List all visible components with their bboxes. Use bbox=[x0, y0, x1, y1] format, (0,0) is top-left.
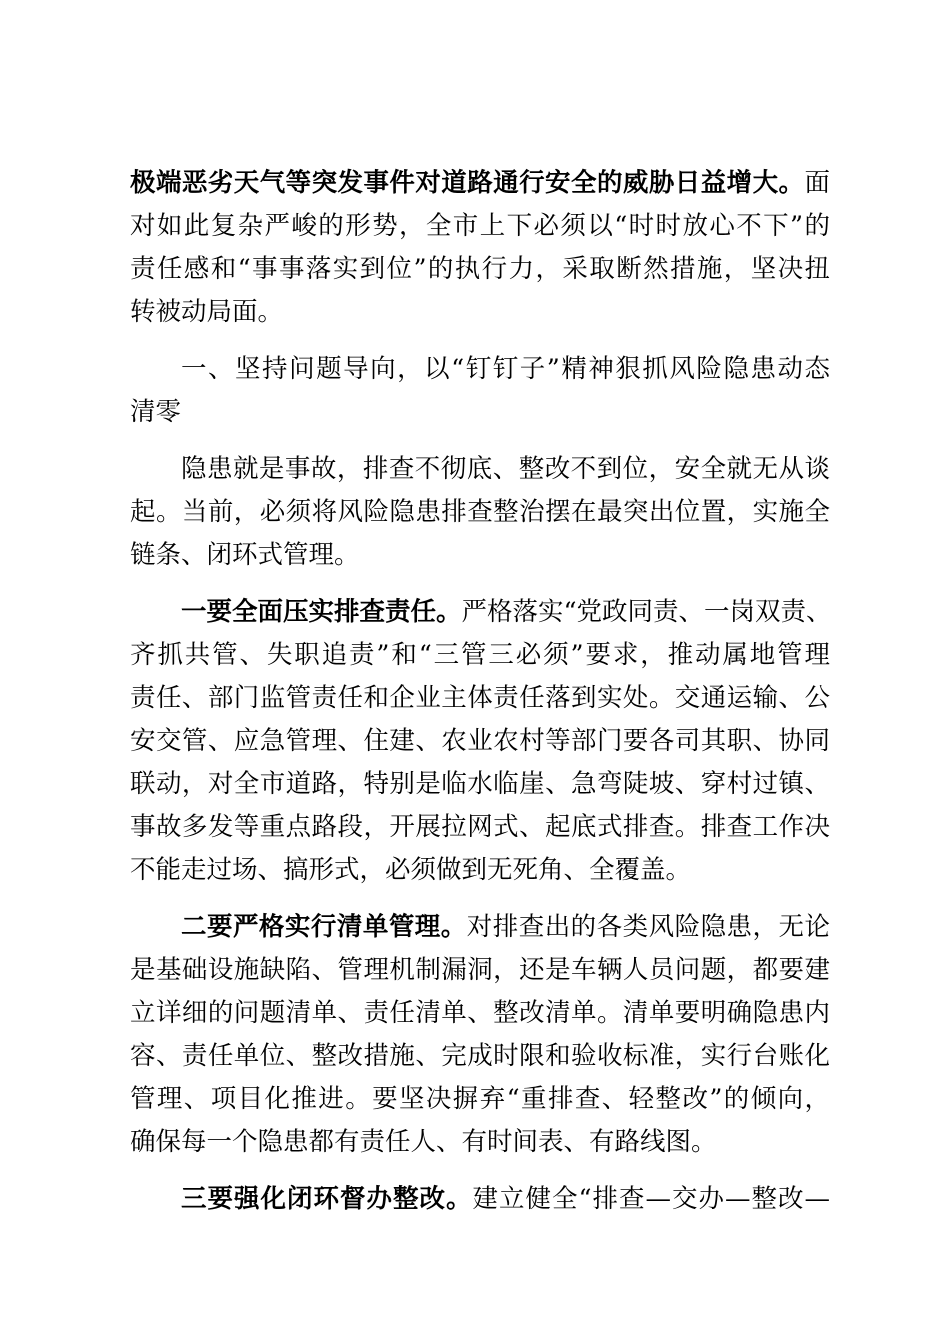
paragraph-line: 是基础设施缺陷、管理机制漏洞，还是车辆人员问题，都要建 bbox=[130, 955, 830, 985]
spacer bbox=[130, 892, 830, 906]
paragraph-line: 起。当前，必须将风险隐患排查整治摆在最突出位置，实施全 bbox=[130, 497, 830, 527]
paragraph-line bbox=[130, 1178, 830, 1221]
text-run: 建立健全“排查—交办—整改— bbox=[472, 1184, 830, 1214]
paragraph-line: 责任感和“事事落实到位”的执行力，采取断然措施，坚决扭 bbox=[130, 254, 830, 284]
spacer bbox=[130, 434, 830, 448]
paragraph-line bbox=[130, 591, 830, 634]
spacer bbox=[130, 1164, 830, 1178]
paragraph-line: 安交管、应急管理、住建、农业农村等部门要各司其职、协同 bbox=[130, 726, 830, 756]
spacer bbox=[130, 577, 830, 591]
paragraph-line: 链条、闭环式管理。 bbox=[130, 540, 360, 570]
bold-lead: 二要严格实行清单管理。 bbox=[181, 912, 467, 942]
bold-lead: 一要全面压实排查责任。 bbox=[181, 597, 462, 627]
paragraph-line: 不能走过场、搞形式，必须做到无死角、全覆盖。 bbox=[130, 855, 692, 885]
section-heading-line: 一、坚持问题导向，以“钉钉子”精神狠抓风险隐患动态 bbox=[181, 354, 830, 384]
text-run: 严格落实“党政同责、一岗双责、 bbox=[461, 597, 832, 627]
section-heading-line: 清零 bbox=[130, 397, 182, 427]
text-run: 面 bbox=[804, 168, 830, 198]
paragraph-line: 隐患就是事故，排查不彻底、整改不到位，安全就无从谈 bbox=[181, 454, 830, 484]
paragraph-line: 立详细的问题清单、责任清单、整改清单。清单要明确隐患内 bbox=[130, 998, 830, 1028]
paragraph-line: 事故多发等重点路段，开展拉网式、起底式排查。排查工作决 bbox=[130, 812, 830, 842]
paragraph-line bbox=[130, 906, 830, 949]
spacer bbox=[130, 334, 830, 348]
paragraph-line: 齐抓共管、失职追责”和“三管三必须”要求，推动属地管理 bbox=[130, 640, 830, 670]
paragraph-line: 转被动局面。 bbox=[130, 297, 284, 327]
paragraph-line: 确保每一个隐患都有责任人、有时间表、有路线图。 bbox=[130, 1127, 717, 1157]
paragraph-line: 管理、项目化推进。要坚决摒弃“重排查、轻整改”的倾向， bbox=[130, 1084, 830, 1114]
paragraph-line: 对如此复杂严峻的形势，全市上下必须以“时时放心不下”的 bbox=[130, 211, 830, 241]
paragraph-line bbox=[130, 162, 830, 205]
document-page bbox=[130, 162, 830, 1221]
bold-lead: 极端恶劣天气等突发事件对道路通行安全的威胁日益增大。 bbox=[130, 168, 805, 198]
paragraph-line: 责任、部门监管责任和企业主体责任落到实处。交通运输、公 bbox=[130, 683, 830, 713]
paragraph-line: 联动，对全市道路，特别是临水临崖、急弯陡坡、穿村过镇、 bbox=[130, 769, 830, 799]
paragraph-line: 容、责任单位、整改措施、完成时限和验收标准，实行台账化 bbox=[130, 1041, 830, 1071]
text-run: 对排查出的各类风险隐患，无论 bbox=[466, 912, 830, 942]
bold-lead: 三要强化闭环督办整改。 bbox=[181, 1184, 473, 1214]
